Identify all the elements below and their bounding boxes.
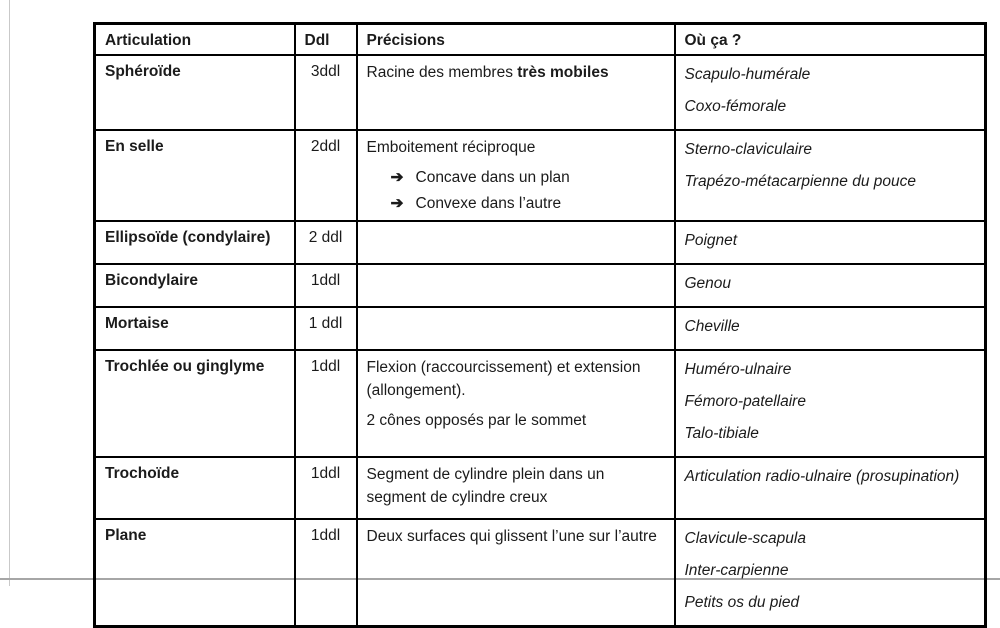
cell-precisions (357, 307, 675, 350)
location-item: Fémoro-patellaire (684, 393, 806, 410)
cell-precisions (357, 457, 675, 519)
cell-precisions (357, 350, 675, 457)
table-row-bicondylaire (95, 264, 986, 307)
location-item: Coxo-fémorale (684, 98, 787, 115)
precisions-bold-text: très mobiles (517, 64, 609, 81)
table-row-trochlee (95, 350, 986, 457)
articulations-table (93, 22, 987, 628)
precisions-paragraph: 2 cônes opposés par le sommet (366, 412, 587, 429)
cell-articulation: Trochlée ou ginglyme (95, 350, 295, 457)
location-item: Cheville (684, 318, 740, 335)
column-header-ddl: Ddl (295, 24, 357, 56)
precisions-paragraph: Flexion (raccourcissement) et extension (allongement). (366, 359, 641, 399)
table-row-en-selle (95, 130, 986, 221)
cell-precisions (357, 130, 675, 221)
column-header-precisions: Précisions (357, 24, 675, 56)
precisions-arrow-item (367, 192, 665, 215)
cell-ddl: 3ddl (295, 55, 357, 130)
table-row-mortaise (95, 307, 986, 350)
column-header-ou-ca: Où ça ? (675, 24, 986, 56)
cell-precisions (357, 519, 675, 627)
cell-locations (675, 350, 986, 457)
cell-precisions (357, 221, 675, 264)
right-arrow-icon: ➔ (390, 169, 404, 186)
cell-ddl: 2ddl (295, 130, 357, 221)
location-item: Huméro-ulnaire (684, 361, 792, 378)
cell-locations (675, 264, 986, 307)
cell-locations (675, 130, 986, 221)
location-item: Inter-carpienne (684, 562, 789, 579)
location-item: Petits os du pied (684, 594, 800, 611)
precisions-paragraph (367, 61, 665, 84)
location-item: Genou (684, 275, 732, 292)
table-row-ellipsoide (95, 221, 986, 264)
cell-locations (675, 307, 986, 350)
cell-ddl: 1ddl (295, 457, 357, 519)
cell-articulation: Bicondylaire (95, 264, 295, 307)
location-item: Trapézo-métacarpienne du pouce (684, 173, 916, 190)
table-header-row (95, 24, 986, 56)
location-item: Articulation radio-ulnaire (prosupination) (684, 468, 960, 485)
arrow-item-text: Convexe dans l’autre (415, 195, 562, 212)
cell-ddl: 2 ddl (295, 221, 357, 264)
cell-ddl: 1ddl (295, 264, 357, 307)
cell-locations (675, 519, 986, 627)
cell-articulation: Trochoïde (95, 457, 295, 519)
cell-precisions (357, 264, 675, 307)
cell-precisions (357, 55, 675, 130)
cell-articulation: Mortaise (95, 307, 295, 350)
location-item: Poignet (684, 232, 738, 249)
location-item: Talo-tibiale (684, 425, 759, 442)
cell-ddl: 1 ddl (295, 307, 357, 350)
cell-articulation: Plane (95, 519, 295, 627)
location-item: Clavicule-scapula (684, 530, 806, 547)
page-left-edge-line (9, 0, 10, 586)
right-arrow-icon: ➔ (390, 195, 404, 212)
cell-locations (675, 55, 986, 130)
cell-ddl: 1ddl (295, 350, 357, 457)
cell-ddl: 1ddl (295, 519, 357, 627)
precisions-paragraph: Emboitement réciproque (366, 139, 536, 156)
location-item: Scapulo-humérale (684, 66, 811, 83)
table-row-plane (95, 519, 986, 627)
column-header-articulation: Articulation (95, 24, 295, 56)
cell-articulation: Ellipsoïde (condylaire) (95, 221, 295, 264)
cell-articulation: En selle (95, 130, 295, 221)
arrow-item-text: Concave dans un plan (415, 169, 570, 186)
table-row-trochoide (95, 457, 986, 519)
precisions-paragraph: Deux surfaces qui glissent l’une sur l’autre (366, 528, 657, 545)
cell-locations (675, 457, 986, 519)
location-item: Sterno-claviculaire (684, 141, 812, 158)
table-row-spheroide (95, 55, 986, 130)
precisions-paragraph: Segment de cylindre plein dans un segment de cylindre creux (366, 466, 605, 506)
precisions-arrow-item (367, 166, 665, 189)
cell-locations (675, 221, 986, 264)
precisions-text: Racine des membres (366, 64, 518, 81)
cell-articulation: Sphéroïde (95, 55, 295, 130)
